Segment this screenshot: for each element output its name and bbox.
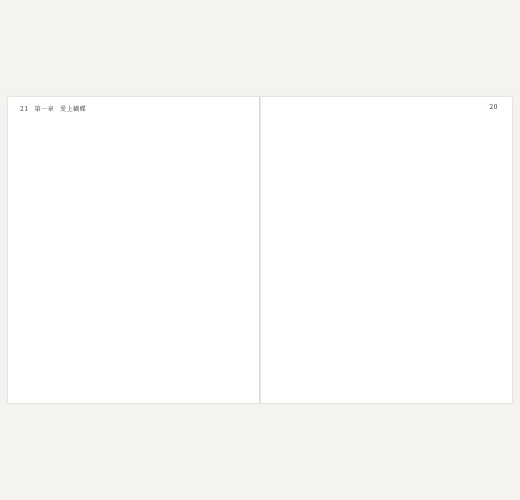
left-text-block bbox=[22, 121, 249, 385]
left-running-head bbox=[20, 104, 86, 113]
chapter-label: 第一章 bbox=[34, 106, 55, 113]
book-spread bbox=[8, 97, 512, 403]
right-page bbox=[260, 97, 512, 403]
left-page-number: 21 bbox=[20, 106, 29, 113]
chapter-title: 愛上蝴蝶 bbox=[60, 106, 87, 113]
left-page bbox=[8, 97, 260, 403]
right-running-head bbox=[489, 104, 498, 111]
right-page-number: 20 bbox=[489, 104, 498, 111]
right-text-block bbox=[273, 121, 500, 385]
